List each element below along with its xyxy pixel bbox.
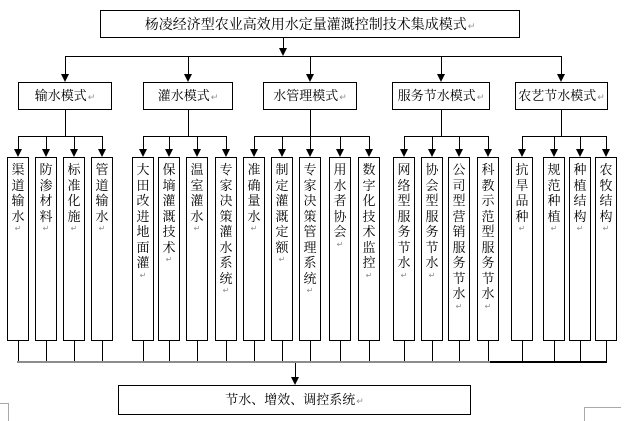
leaf-label: 农牧结构 — [599, 162, 613, 224]
connector-line — [522, 136, 607, 137]
paragraph-mark-icon: ↵ — [278, 255, 286, 264]
connector-line — [554, 341, 555, 363]
collector-line-black — [490, 361, 607, 363]
connector-line — [404, 136, 405, 150]
arrow-down-icon — [428, 149, 436, 157]
connector-line — [310, 341, 311, 363]
connector-line — [432, 341, 433, 363]
paragraph-mark-icon: ↵ — [484, 301, 492, 311]
arrow-down-icon — [193, 149, 201, 157]
footer-text: 节水、增效、调控系统 — [225, 392, 356, 407]
paragraph-mark-icon: ↵ — [98, 224, 106, 233]
leaf-label: 专家决策管理系统 — [303, 162, 317, 286]
connector-line — [310, 110, 311, 136]
arrow-down-icon — [14, 149, 22, 157]
paragraph-mark-icon: ↵ — [139, 270, 147, 280]
connector-line — [580, 341, 581, 363]
leaf-label: 保墒灌溉技术 — [162, 162, 176, 255]
arrow-down-icon — [70, 149, 78, 157]
arrow-down-icon — [139, 149, 147, 157]
paragraph-mark-icon: ↵ — [597, 92, 605, 102]
arrow-down-icon — [291, 377, 299, 385]
paragraph-mark-icon: ↵ — [306, 286, 314, 295]
leaf-box-seepage-material — [35, 157, 57, 341]
arrow-down-icon — [306, 149, 314, 157]
connector-line — [606, 341, 607, 363]
connector-line — [404, 136, 489, 137]
group-box-water-management — [263, 82, 357, 110]
paragraph-mark-icon: ↵ — [602, 224, 610, 233]
connector-line — [295, 363, 296, 378]
leaf-label: 数字化技术监控 — [362, 162, 376, 270]
connector-line — [282, 136, 283, 150]
paragraph-mark-icon: ↵ — [14, 224, 22, 233]
connector-line — [65, 56, 66, 74]
paragraph-mark-icon: ↵ — [339, 92, 347, 102]
page-boundary-mark — [8, 403, 9, 421]
connector-line — [143, 136, 227, 137]
group-label: 水管理模式 — [273, 88, 339, 103]
connector-line — [197, 136, 198, 150]
connector-line — [459, 136, 460, 150]
arrow-down-icon — [518, 149, 526, 157]
connector-line — [310, 56, 311, 74]
connector-line — [369, 341, 370, 363]
group-label: 输水模式 — [34, 88, 87, 103]
connector-line — [369, 136, 370, 150]
paragraph-mark-icon: ↵ — [222, 286, 230, 295]
paragraph-mark-icon: ↵ — [365, 270, 373, 280]
connector-line — [169, 341, 170, 363]
arrow-down-icon — [42, 149, 50, 157]
leaf-box-standard-planting — [543, 157, 565, 341]
connector-line — [226, 341, 227, 363]
connector-line — [46, 136, 47, 150]
leaf-label: 协会型服务节水 — [425, 162, 439, 270]
leaf-box-greenhouse-irrigation — [186, 157, 208, 341]
leaf-label: 温室灌水 — [190, 162, 204, 224]
arrow-down-icon — [184, 74, 192, 82]
leaf-box-standardization — [63, 157, 85, 341]
connector-line — [340, 136, 341, 150]
leaf-box-drought-resistant-variety — [511, 157, 533, 341]
connector-line — [580, 136, 581, 150]
paragraph-mark-icon: ↵ — [42, 224, 50, 233]
leaf-label: 用水者协会 — [333, 162, 347, 239]
paragraph-mark-icon: ↵ — [250, 224, 258, 233]
arrow-down-icon — [278, 149, 286, 157]
connector-line — [459, 341, 460, 363]
arrow-down-icon — [576, 149, 584, 157]
paragraph-mark-icon: ↵ — [356, 396, 364, 406]
page-boundary-mark — [584, 407, 585, 421]
footer-box — [118, 385, 471, 415]
connector-line — [554, 136, 555, 150]
leaf-label: 专家决策灌水系统 — [219, 162, 233, 286]
collector-line-gray — [17, 361, 490, 363]
arrow-down-icon — [437, 74, 445, 82]
arrow-down-icon — [557, 74, 565, 82]
connector-line — [143, 341, 144, 363]
paragraph-mark-icon: ↵ — [336, 239, 344, 249]
connector-line — [188, 110, 189, 136]
paragraph-mark-icon: ↵ — [428, 270, 436, 280]
group-box-service-saving — [392, 82, 490, 110]
leaf-label: 标准化施 — [67, 162, 81, 224]
connector-line — [561, 56, 562, 74]
connector-line — [65, 110, 66, 136]
leaf-label: 网络型服务节水 — [397, 162, 411, 270]
group-label: 灌水模式 — [157, 88, 210, 103]
connector-line — [226, 136, 227, 150]
connector-line — [74, 136, 75, 150]
title-box — [100, 10, 520, 38]
connector-line — [18, 136, 103, 137]
paragraph-mark-icon: ↵ — [87, 92, 96, 102]
group-label: 农艺节水模式 — [518, 88, 597, 103]
paragraph-mark-icon: ↵ — [210, 92, 219, 102]
connector-line — [488, 341, 489, 363]
leaf-box-science-demo-service — [477, 157, 499, 341]
connector-line — [441, 110, 442, 136]
paragraph-mark-icon: ↵ — [70, 224, 78, 233]
leaf-label: 科教示范型服务节水 — [481, 162, 495, 301]
leaf-box-accurate-measurement — [243, 157, 265, 341]
leaf-label: 渠道输水 — [11, 162, 25, 224]
paragraph-mark-icon: ↵ — [550, 224, 558, 233]
connector-line — [606, 136, 607, 150]
connector-line — [522, 136, 523, 150]
paragraph-mark-icon: ↵ — [467, 21, 476, 31]
connector-line — [340, 341, 341, 363]
paragraph-mark-icon: ↵ — [476, 92, 485, 102]
arrow-down-icon — [279, 48, 287, 56]
connector-line — [102, 341, 103, 363]
arrow-down-icon — [250, 149, 258, 157]
leaf-label: 准确量水 — [247, 162, 261, 224]
connector-line — [404, 341, 405, 363]
arrow-down-icon — [61, 74, 69, 82]
leaf-box-association-service — [421, 157, 443, 341]
paragraph-mark-icon: ↵ — [165, 255, 173, 264]
leaf-label: 种植结构 — [573, 162, 587, 224]
leaf-label: 大田改进地面灌 — [136, 162, 150, 270]
leaf-box-water-user-association — [329, 157, 351, 341]
connector-line — [46, 341, 47, 363]
leaf-label: 制定灌溉定额 — [275, 162, 289, 255]
leaf-box-expert-irrigation-system — [215, 157, 237, 341]
connector-line — [18, 341, 19, 363]
page-boundary-mark — [584, 407, 621, 408]
arrow-down-icon — [550, 149, 558, 157]
leaf-box-irrigation-quota — [271, 157, 293, 341]
arrow-down-icon — [365, 149, 373, 157]
connector-line — [254, 136, 370, 137]
connector-line — [65, 56, 562, 57]
arrow-down-icon — [222, 149, 230, 157]
leaf-box-canal-transmission — [7, 157, 29, 341]
leaf-box-company-marketing-service — [448, 157, 470, 341]
paragraph-mark-icon: ↵ — [400, 270, 408, 280]
arrow-down-icon — [602, 149, 610, 157]
connector-line — [188, 56, 189, 74]
connector-line — [488, 136, 489, 150]
arrow-down-icon — [98, 149, 106, 157]
leaf-box-network-service — [393, 157, 415, 341]
leaf-label: 防渗材料 — [39, 162, 53, 224]
connector-line — [310, 136, 311, 150]
connector-line — [169, 136, 170, 150]
leaf-box-moisture-conservation — [158, 157, 180, 341]
leaf-box-digital-monitoring — [358, 157, 380, 341]
connector-line — [18, 136, 19, 150]
connector-line — [282, 341, 283, 363]
title-text: 杨凌经济型农业高效用水定量灌溉控制技术集成模式 — [144, 16, 467, 32]
arrow-down-icon — [165, 149, 173, 157]
leaf-box-pipe-transmission — [91, 157, 113, 341]
connector-line — [197, 341, 198, 363]
group-box-irrigation — [143, 82, 233, 110]
connector-line — [432, 136, 433, 150]
leaf-box-field-surface-irrigation — [132, 157, 154, 341]
leaf-label: 规范种植 — [547, 162, 561, 224]
arrow-down-icon — [400, 149, 408, 157]
connector-line — [102, 136, 103, 150]
connector-line — [561, 110, 562, 136]
arrow-down-icon — [336, 149, 344, 157]
connector-line — [74, 341, 75, 363]
leaf-box-agro-pastoral-structure — [595, 157, 617, 341]
arrow-down-icon — [455, 149, 463, 157]
group-box-agronomic-saving — [515, 82, 608, 110]
arrow-down-icon — [484, 149, 492, 157]
arrow-down-icon — [306, 74, 314, 82]
paragraph-mark-icon: ↵ — [193, 224, 201, 233]
group-label: 服务节水模式 — [397, 88, 476, 103]
connector-line — [441, 56, 442, 74]
leaf-box-expert-management-system — [299, 157, 321, 341]
leaf-box-planting-structure — [569, 157, 591, 341]
connector-line — [254, 136, 255, 150]
leaf-label: 管道输水 — [95, 162, 109, 224]
group-box-water-transmission — [18, 82, 112, 110]
paragraph-mark-icon: ↵ — [455, 301, 463, 311]
paragraph-mark-icon: ↵ — [518, 224, 526, 233]
connector-line — [143, 136, 144, 150]
connector-line — [522, 341, 523, 363]
paragraph-mark-icon: ↵ — [576, 224, 584, 233]
leaf-label: 抗旱品种 — [515, 162, 529, 224]
leaf-label: 公司型营销服务节水 — [452, 162, 466, 301]
connector-line — [254, 341, 255, 363]
